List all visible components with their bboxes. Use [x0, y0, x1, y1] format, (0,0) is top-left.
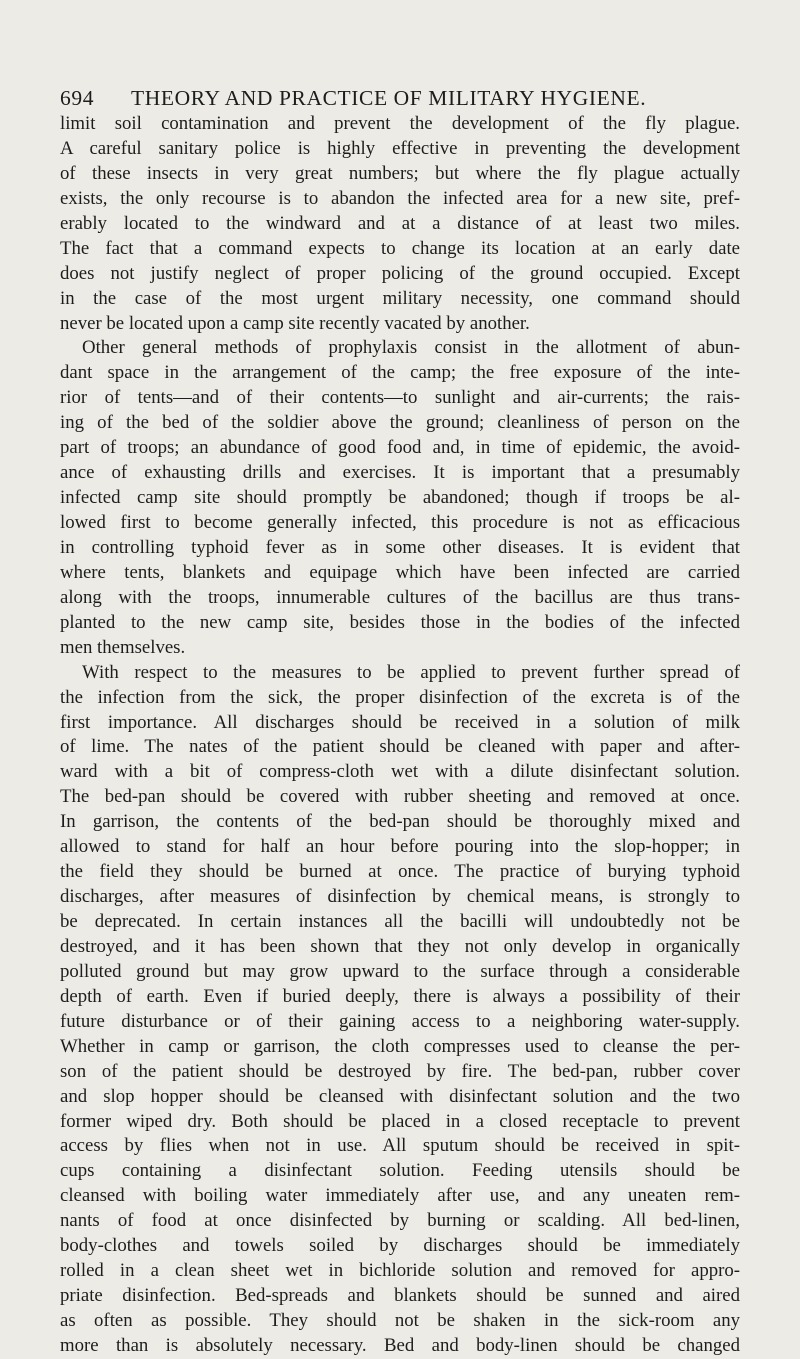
text-line: ance of exhausting drills and exercises. It is important that a presumably	[60, 462, 740, 484]
text-line: does not justify neglect of proper policing of the ground occupied. Except	[60, 262, 740, 284]
text-line: of these insects in very great numbers; but where the fly plague actually	[60, 162, 740, 184]
text-line: destroyed, and it has been shown that they not only develop in organically	[60, 935, 740, 957]
text-line: infected camp site should promptly be abandoned; though if troops be al-	[60, 487, 740, 509]
text-line: planted to the new camp site, besides those in the bodies of the infected	[60, 611, 740, 633]
text-line: former wiped dry. Both should be placed in a closed receptacle to prevent	[60, 1110, 740, 1132]
text-line: cleansed with boiling water immediately after use, and any uneaten rem-	[60, 1185, 740, 1207]
text-line: body-clothes and towels soiled by discharges should be immediately	[60, 1235, 740, 1257]
text-line: A careful sanitary police is highly effective in preventing the development	[60, 137, 740, 159]
text-line: in controlling typhoid fever as in some other diseases. It is evident that	[60, 536, 740, 558]
text-line: never be located upon a camp site recently vacated by another.	[60, 312, 530, 334]
text-line: men themselves.	[60, 636, 186, 658]
text-line: lowed first to become generally infected, this procedure is not as efficacious	[60, 512, 740, 533]
body-text	[60, 112, 740, 1359]
text-line: where tents, blankets and equipage which have been infected are carried	[60, 561, 740, 583]
text-line: the infection from the sick, the proper disinfection of the excreta is of the	[60, 686, 740, 708]
text-line: first importance. All discharges should be received in a solution of milk	[60, 711, 740, 733]
text-line: In garrison, the contents of the bed-pan should be thoroughly mixed and	[60, 811, 740, 833]
page-number: 694	[60, 86, 95, 110]
text-line: limit soil contamination and prevent the development of the fly plague.	[60, 113, 740, 134]
text-line: depth of earth. Even if buried deeply, there is always a possibility of their	[60, 985, 740, 1007]
text-line: priate disinfection. Bed-spreads and blankets should be sunned and aired	[60, 1285, 740, 1307]
text-line: exists, the only recourse is to abandon the infected area for a new site, pref-	[60, 187, 740, 209]
text-line: and slop hopper should be cleansed with disinfectant solution and the two	[60, 1085, 740, 1107]
text-line: dant space in the arrangement of the camp; the free exposure of the inte-	[60, 362, 740, 384]
text-line: nants of food at once disinfected by burning or scalding. All bed-linen,	[60, 1210, 740, 1232]
text-line: Whether in camp or garrison, the cloth compresses used to cleanse the per-	[60, 1035, 740, 1057]
running-title: THEORY AND PRACTICE OF MILITARY HYGIENE.	[131, 86, 647, 110]
text-line: Other general methods of prophylaxis consist in the allotment of abun-	[82, 337, 740, 359]
text-line: access by flies when not in use. All sputum should be received in spit-	[60, 1135, 740, 1157]
text-line: polluted ground but may grow upward to the surface through a considerable	[60, 960, 740, 982]
text-line: future disturbance or of their gaining access to a neighboring water-supply.	[60, 1010, 740, 1032]
text-line: son of the patient should be destroyed by fire. The bed-pan, rubber cover	[60, 1060, 740, 1082]
text-line: rior of tents—and of their contents—to sunlight and air-currents; the rais-	[60, 387, 740, 409]
text-line: discharges, after measures of disinfection by chemical means, is strongly to	[60, 886, 740, 908]
text-line: ward with a bit of compress-cloth wet with a dilute disinfectant solution.	[60, 761, 740, 783]
text-line: of lime. The nates of the patient should be cleaned with paper and after-	[60, 736, 740, 758]
text-line: rolled in a clean sheet wet in bichloride solution and removed for appro-	[60, 1260, 740, 1282]
text-line: cups containing a disinfectant solution. Feeding utensils should be	[60, 1160, 740, 1182]
text-line: more than is absolutely necessary. Bed and body-linen should be changed	[60, 1334, 740, 1356]
text-line: ing of the bed of the soldier above the ground; cleanliness of person on the	[60, 412, 740, 434]
text-line: as often as possible. They should not be shaken in the sick-room any	[60, 1310, 740, 1331]
text-line: part of troops; an abundance of good food and, in time of epidemic, the avoid-	[60, 437, 740, 459]
text-line: allowed to stand for half an hour before pouring into the slop-hopper; in	[60, 836, 740, 858]
text-line: erably located to the windward and at a distance of at least two miles.	[60, 212, 740, 234]
text-line: be deprecated. In certain instances all the bacilli will undoubtedly not be	[60, 911, 740, 932]
text-line: The bed-pan should be covered with rubber sheeting and removed at once.	[60, 786, 740, 808]
text-line: The fact that a command expects to change its location at an early date	[60, 237, 740, 259]
text-line: along with the troops, innumerable cultures of the bacillus are thus trans-	[60, 586, 740, 608]
text-line: With respect to the measures to be applied to prevent further spread of	[82, 661, 740, 683]
text-line: the field they should be burned at once. The practice of burying typhoid	[60, 861, 740, 883]
text-line: in the case of the most urgent military necessity, one command should	[60, 287, 740, 309]
